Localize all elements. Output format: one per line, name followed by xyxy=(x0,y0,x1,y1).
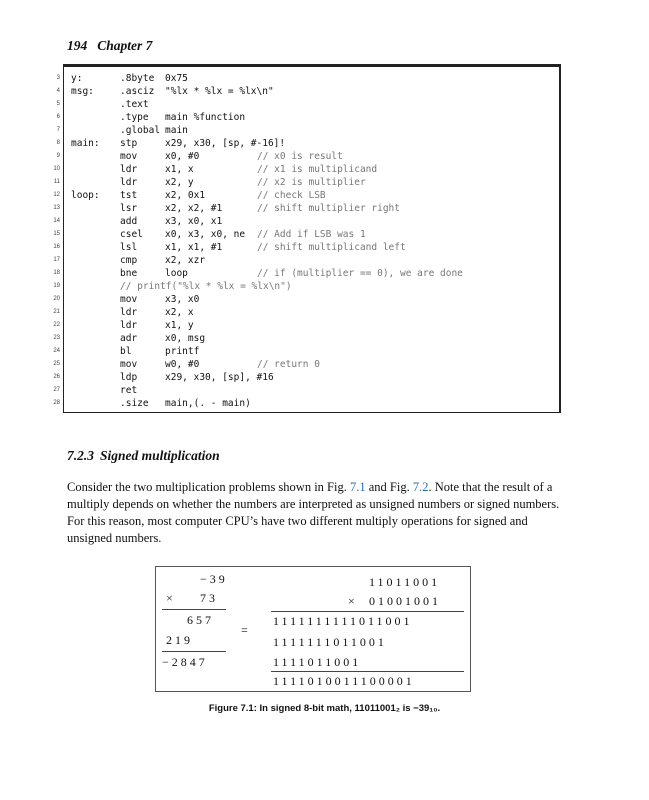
line-number: 14 xyxy=(53,218,60,224)
page-header xyxy=(67,38,162,54)
code-operands: main,(. - main) xyxy=(165,398,251,409)
binary-rule-2 xyxy=(271,671,464,672)
code-operands: x2, 0x1 xyxy=(165,190,206,201)
code-opcode: stp xyxy=(120,138,138,149)
code-opcode: .global xyxy=(120,125,161,136)
line-number: 12 xyxy=(53,192,60,198)
line-number: 22 xyxy=(53,322,60,328)
section-number: 7.2.3 xyxy=(67,448,94,463)
code-comment: // return 0 xyxy=(257,359,320,370)
binary-rule-1 xyxy=(271,611,464,612)
line-number: 27 xyxy=(53,387,60,393)
code-opcode: mov xyxy=(120,294,138,305)
code-operands: x3, x0 xyxy=(165,294,200,305)
code-comment: // shift multiplier right xyxy=(257,203,400,214)
code-operands: x1, x1, #1 xyxy=(165,242,223,253)
figure-link-7-1[interactable]: 7.1 xyxy=(349,480,366,494)
code-opcode: .type xyxy=(120,112,149,123)
code-comment: // x1 is multiplicand xyxy=(257,164,378,175)
code-operands: loop xyxy=(165,268,188,279)
code-opcode: ldr xyxy=(120,177,138,188)
code-operands: x29, x30, [sp], #16 xyxy=(165,372,274,383)
line-number: 3 xyxy=(56,75,60,81)
code-label: y: xyxy=(71,73,83,84)
code-comment: // printf("%lx * %lx = %lx\n") xyxy=(120,281,292,292)
code-operands: x0, msg xyxy=(165,333,206,344)
figure-7-1 xyxy=(155,566,471,692)
line-number: 10 xyxy=(53,166,60,172)
code-opcode: ldr xyxy=(120,164,138,175)
code-opcode: lsr xyxy=(120,203,138,214)
decimal-result: −2847 xyxy=(162,655,208,669)
decimal-multiplier: 73 xyxy=(200,591,218,605)
code-opcode: mov xyxy=(120,151,138,162)
code-operands: 0x75 xyxy=(165,73,188,84)
code-opcode: ldr xyxy=(120,320,138,331)
decimal-partial-2: 219 xyxy=(166,633,193,647)
code-label: msg: xyxy=(71,86,94,97)
page-number: 194 xyxy=(67,38,88,53)
code-comment: // x2 is multiplier xyxy=(257,177,366,188)
code-operands: "%lx * %lx = %lx\n" xyxy=(165,86,274,97)
line-number: 11 xyxy=(53,179,60,185)
code-opcode: lsl xyxy=(120,242,138,253)
code-comment: // Add if LSB was 1 xyxy=(257,229,366,240)
line-number: 16 xyxy=(53,244,60,250)
line-number: 17 xyxy=(53,257,60,263)
code-opcode: .8byte xyxy=(120,73,155,84)
paragraph-text: and Fig. xyxy=(365,480,413,494)
code-listing xyxy=(53,67,561,413)
code-operands: x2, y xyxy=(165,177,194,188)
code-operands: x1, y xyxy=(165,320,194,331)
chapter-title: Chapter 7 xyxy=(97,38,153,53)
code-comment: // if (multiplier == 0), we are done xyxy=(257,268,463,279)
decimal-rule-2 xyxy=(162,651,226,652)
line-number: 9 xyxy=(56,153,60,159)
line-number: 19 xyxy=(53,283,60,289)
decimal-partial-1: 657 xyxy=(187,613,214,627)
code-label: loop: xyxy=(71,190,100,201)
section-title: Signed multiplication xyxy=(100,448,220,463)
decimal-multiplicand: −39 xyxy=(200,572,228,586)
line-number: 8 xyxy=(56,140,60,146)
binary-partial-2: 1111111011001 xyxy=(273,635,387,649)
line-number: 18 xyxy=(53,270,60,276)
code-opcode: ret xyxy=(120,385,138,396)
code-comment: // shift multiplicand left xyxy=(257,242,406,253)
binary-multiplier: 01001001 xyxy=(369,594,441,608)
code-opcode: mov xyxy=(120,359,138,370)
code-opcode: adr xyxy=(120,333,138,344)
line-number: 28 xyxy=(53,400,60,406)
code-label: main: xyxy=(71,138,100,149)
line-number: 20 xyxy=(53,296,60,302)
code-opcode: bl xyxy=(120,346,132,357)
line-number: 15 xyxy=(53,231,60,237)
code-operands: x0, #0 xyxy=(165,151,200,162)
code-comment: // check LSB xyxy=(257,190,326,201)
paragraph-text: . Note that the result of a multiply depends on whether the numbers are interpreted as unsigned numbers or signed numbers. For this reason, most computer CPU’s have two different multiply operations for signed and unsigned numbers. xyxy=(67,480,560,545)
binary-times-sign: × xyxy=(348,594,358,608)
code-opcode: .size xyxy=(120,398,149,409)
section-heading xyxy=(67,448,226,464)
code-opcode: tst xyxy=(120,190,138,201)
code-opcode: ldr xyxy=(120,307,138,318)
code-operands: x29, x30, [sp, #-16]! xyxy=(165,138,286,149)
line-number: 25 xyxy=(53,361,60,367)
line-number: 6 xyxy=(56,114,60,120)
code-opcode: cmp xyxy=(120,255,138,266)
code-operands: w0, #0 xyxy=(165,359,200,370)
line-number: 7 xyxy=(56,127,60,133)
figure-caption: Figure 7.1: In signed 8-bit math, 11011001₂ is −39₁₀. xyxy=(208,703,441,714)
binary-result: 1111010011100001 xyxy=(273,674,415,688)
code-operands: x3, x0, x1 xyxy=(165,216,223,227)
paragraph-text: Consider the two multiplication problems shown in Fig. xyxy=(67,480,350,494)
line-number: 21 xyxy=(53,309,60,315)
code-operands: x2, x xyxy=(165,307,194,318)
code-opcode: csel xyxy=(120,229,143,240)
line-number: 4 xyxy=(56,88,60,94)
line-number: 24 xyxy=(53,348,60,354)
figure-link-7-2[interactable]: 7.2 xyxy=(412,480,429,494)
binary-multiplicand: 11011001 xyxy=(369,575,441,589)
code-opcode: add xyxy=(120,216,138,227)
code-opcode: .asciz xyxy=(120,86,155,97)
decimal-times-sign: × xyxy=(166,591,176,605)
code-operands: printf xyxy=(165,346,200,357)
code-opcode: bne xyxy=(120,268,138,279)
code-operands: main %function xyxy=(165,112,246,123)
binary-partial-3: 1111011001 xyxy=(273,655,362,669)
code-comment: // x0 is result xyxy=(257,151,343,162)
code-opcode: .text xyxy=(120,99,149,110)
code-operands: x2, xzr xyxy=(165,255,206,266)
body-paragraph xyxy=(67,479,567,547)
line-number: 5 xyxy=(56,101,60,107)
code-operands: main xyxy=(165,125,188,136)
line-number: 13 xyxy=(53,205,60,211)
line-number: 23 xyxy=(53,335,60,341)
code-operands: x1, x xyxy=(165,164,194,175)
line-number: 26 xyxy=(53,374,60,380)
code-operands: x0, x3, x0, ne xyxy=(165,229,246,240)
code-operands: x2, x2, #1 xyxy=(165,203,223,214)
code-opcode: ldp xyxy=(120,372,138,383)
binary-partial-1: 1111111111011001 xyxy=(273,614,413,628)
decimal-rule-1 xyxy=(162,609,226,610)
equals-sign: = xyxy=(241,623,248,637)
